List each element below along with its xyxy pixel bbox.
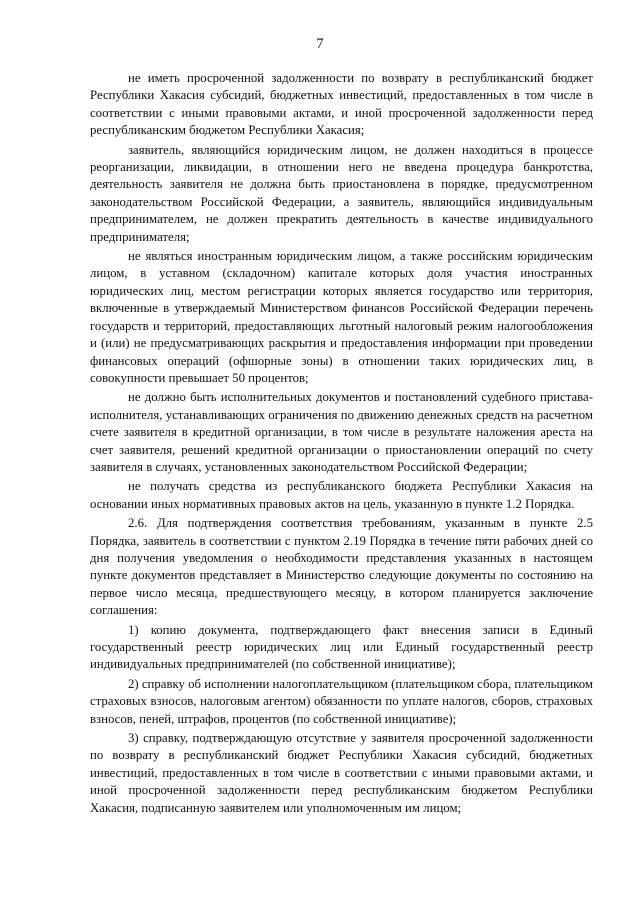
paragraph-no-enforcement-documents: не должно быть исполнительных документов и постановлений судебного пристава-исполнителя, устанавливающих ограничения по движению денежных средств на расчетном счете заявителя в кредитной организации, в том числе в результате наложения ареста на счет заявителя, решений кредитной организации о приостановлении операций по счету заявителя в случаях, установленных законодательством Российской Федерации; bbox=[90, 390, 593, 474]
list-item-1: 1) копию документа, подтверждающего факт внесения записи в Единый государственный реестр юридических лиц или Единый государственный реестр индивидуальных предпринимателей (по собственной инициативе); bbox=[90, 622, 593, 672]
paragraph-no-reorganization: заявитель, являющийся юридическим лицом, не должен находиться в процессе реорганизации, ликвидации, в отношении него не введена процедура банкротства, деятельность заявителя не должна быть приостановлена в порядке, предусмотренном законодательством Российской Федерации, а заявитель, являющийся индивидуальным предпринимателем, не должен прекратить деятельность в качестве индивидуального предпринимателя; bbox=[90, 142, 593, 244]
document-body bbox=[90, 70, 593, 817]
list-item-2: 2) справку об исполнении налогоплательщиком (плательщиком сбора, плательщиком страховых взносов, налоговым агентом) обязанности по уплате налогов, сборов, страховых взносов, пеней, штрафов, процентов (по собственной инициативе); bbox=[90, 676, 593, 726]
paragraph-2-6: 2.6. Для подтверждения соответствия требованиям, указанным в пункте 2.5 Порядка, заявитель в соответствии с пунктом 2.19 Порядка в течение пяти рабочих дней со дня получения уведомления о необходимости представления указанных в настоящем пункте документов представляет в Министерство следующие документы по состоянию на первое число месяца, предшествующего месяцу, в котором планируется заключение соглашения: bbox=[90, 516, 593, 618]
paragraph-no-overdue-debt: не иметь просроченной задолженности по возврату в республиканский бюджет Республики Хакасия субсидий, бюджетных инвестиций, предоставленных в том числе в соответствии с иными правовыми актами, и иной просроченной задолженности перед республиканским бюджетом Республики Хакасия; bbox=[90, 71, 593, 138]
page-number: 7 bbox=[316, 36, 324, 52]
paragraph-no-other-funding: не получать средства из республиканского бюджета Республики Хакасия на основании иных нормативных правовых актов на цель, указанную в пункте 1.2 Порядка. bbox=[90, 479, 593, 511]
list-item-3: 3) справку, подтверждающую отсутствие у заявителя просроченной задолженности по возврату в республиканский бюджет Республики Хакасия субсидий, бюджетных инвестиций, предоставленных в том числе в соответствии с иными правовыми актами, и иной просроченной задолженности перед республиканским бюджетом Республики Хакасия, подписанную заявителем или уполномоченным им лицом; bbox=[90, 731, 593, 815]
paragraph-not-foreign-entity: не являться иностранным юридическим лицом, а также российским юридическим лицом, в уставном (складочном) капитале которых доля участия иностранных юридических лиц, местом регистрации которых является государство или территория, включенные в утверждаемый Министерством финансов Российской Федерации перечень государств и территорий, предоставляющих льготный налоговый режим налогообложения и (или) не предусматривающих раскрытия и предоставления информации при проведении финансовых операций (офшорные зоны) в отношении таких юридических лиц, в совокупности превышает 50 процентов; bbox=[90, 249, 593, 385]
